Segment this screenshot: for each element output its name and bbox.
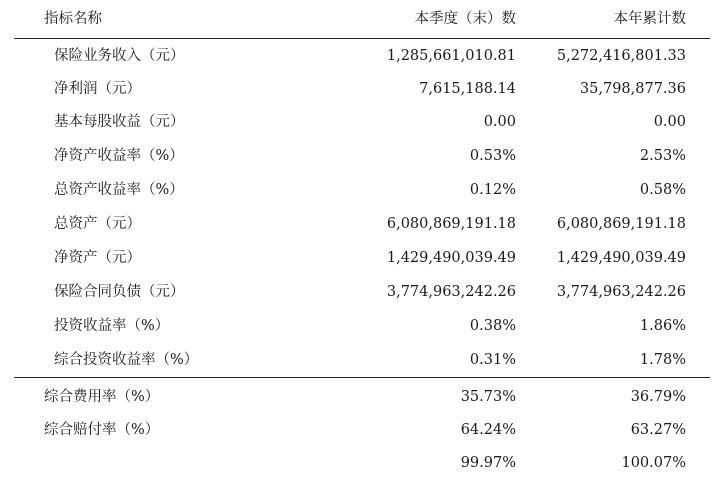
row-quarter-value: 35.73% — [460, 389, 516, 405]
row-quarter-value: 1,429,490,039.49 — [386, 250, 516, 266]
row-ytd-value: 0.58% — [639, 182, 686, 198]
row-label: 基本每股收益（元） — [54, 114, 185, 130]
table-header-row — [14, 3, 710, 36]
row-ytd-value: 1.86% — [639, 318, 686, 334]
row-label: 净资产（元） — [54, 250, 141, 266]
row-quarter-value: 7,615,188.14 — [419, 81, 516, 97]
table-row — [14, 276, 710, 309]
row-quarter-value: 64.24% — [460, 422, 516, 438]
row-ytd-value: 36.79% — [630, 389, 686, 405]
row-ytd-value: 35,798,877.36 — [579, 81, 686, 97]
row-label: 保险业务收入（元） — [54, 48, 185, 64]
row-label: 保险合同负债（元） — [54, 284, 185, 300]
row-ytd-value: 100.07% — [621, 455, 686, 471]
row-ytd-value: 3,774,963,242.26 — [556, 284, 686, 300]
row-quarter-value: 0.38% — [469, 318, 516, 334]
row-label: 投资收益率（%） — [54, 318, 170, 334]
row-ytd-value: 6,080,869,191.18 — [556, 216, 686, 232]
row-quarter-value: 0.00 — [483, 114, 516, 130]
row-ytd-value: 63.27% — [630, 422, 686, 438]
table-row — [14, 414, 710, 447]
table-row — [14, 242, 710, 275]
row-label: 净利润（元） — [54, 81, 141, 97]
header-quarter: 本季度（末）数 — [414, 11, 516, 27]
row-ytd-value: 1.78% — [639, 352, 686, 368]
row-label: 综合赔付率（%） — [44, 422, 160, 438]
row-label: 综合费用率（%） — [44, 389, 160, 405]
header-rule — [14, 38, 710, 39]
section-rule — [14, 377, 710, 378]
row-ytd-value: 5,272,416,801.33 — [556, 48, 686, 64]
row-quarter-value: 1,285,661,010.81 — [386, 48, 516, 64]
row-ytd-value: 1,429,490,039.49 — [556, 250, 686, 266]
row-label: 综合投资收益率（%） — [54, 352, 199, 368]
row-quarter-value: 0.12% — [469, 182, 516, 198]
row-quarter-value: 3,774,963,242.26 — [386, 284, 516, 300]
row-label: 总资产收益率（%） — [54, 182, 184, 198]
row-quarter-value: 99.97% — [460, 455, 516, 471]
row-label: 净资产收益率（%） — [54, 148, 184, 164]
row-quarter-value: 0.53% — [469, 148, 516, 164]
table-row — [14, 140, 710, 173]
table-row — [14, 208, 710, 241]
row-quarter-value: 6,080,869,191.18 — [386, 216, 516, 232]
row-quarter-value: 0.31% — [469, 352, 516, 368]
header-indicator-name: 指标名称 — [44, 11, 102, 27]
table-row — [14, 344, 710, 377]
table-row — [14, 381, 710, 414]
table-row — [14, 174, 710, 207]
row-ytd-value: 0.00 — [653, 114, 686, 130]
table-row — [14, 310, 710, 343]
table-row — [14, 106, 710, 139]
row-label: 总资产（元） — [54, 216, 141, 232]
table-row — [14, 40, 710, 73]
table-row — [14, 447, 710, 480]
row-ytd-value: 2.53% — [639, 148, 686, 164]
header-ytd: 本年累计数 — [613, 11, 686, 27]
table-row — [14, 73, 710, 106]
